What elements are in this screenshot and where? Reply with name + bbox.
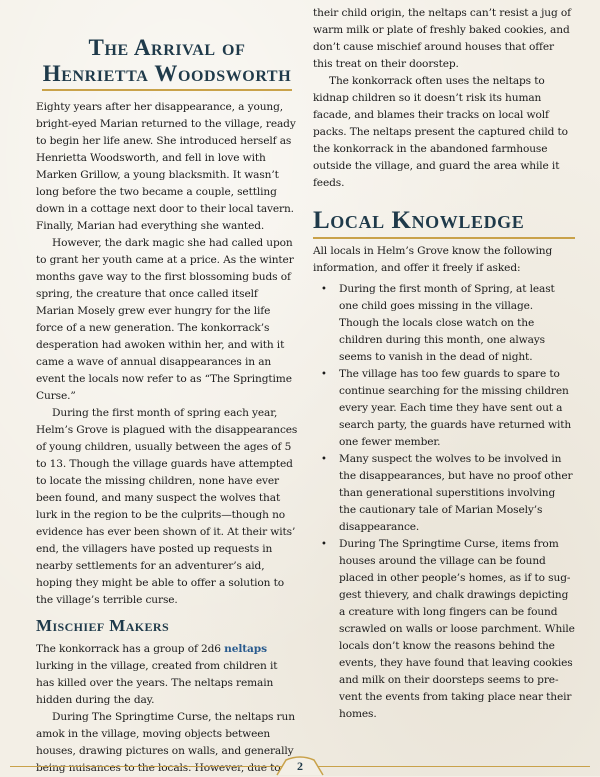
neltaps-text-after: lurking in the village, created from children it has killed over the years. The neltaps remain hidden during the day. — [36, 660, 278, 706]
right-column — [313, 0, 575, 723]
paragraph-disappearances: During the first month of spring each year, Helm’s Grove is plagued with the disappearances of young children, usually between the ages of 5 to 13. Though the village guards have attempted to locate the missing children, none have ever been found, and many suspect the wolves that lurk in the region to be the culprits—though no evidence has ever been shown of it. At their wits’ end, the villagers have posted up requests in nearby settlements for an adventurer’s aid, hoping they might be able to offer a solution to the village’s terrible curse. — [36, 407, 298, 606]
neltaps-link[interactable]: neltaps — [224, 643, 267, 655]
left-column — [36, 0, 298, 777]
page-number: 2 — [297, 759, 303, 773]
paragraph-neltaps — [36, 641, 298, 709]
section-title-line-2: Henrietta Woodsworth — [42, 61, 292, 86]
list-item: • During The Springtime Curse, items from houses around the village can be found placed in other people’s homes, as if to suggest thievery, and chalk drawings depicting a creature with long fingers can be found scrawled on walls or loose parchment. While locals don’t know the reasons behind the events, they have found that leaving cookies and milk on their doorsteps seems to prevent the events from taking place near their homes. — [313, 536, 575, 723]
paragraph-springtime-mischief: During The Springtime Curse, the neltaps run amok in the village, moving objects between houses, drawing pictures on walls, and generally being nuisances to the locals. However, due to — [36, 711, 295, 774]
section-title — [36, 35, 298, 87]
list-item: • Many suspect the wolves to be involved in the disappearances, but have no proof other than generational superstitions involving the cautionary tale of Marian Mosely’s disappearance. — [313, 451, 575, 536]
list-item: • The village has too few guards to spare to continue searching for the missing children every year. Each time they have sent out a search party, the guards have returned with one fewer member. — [313, 366, 575, 451]
subheading-mischief-makers: Mischief Makers — [36, 616, 170, 635]
neltaps-text-before: The konkorrack has a group of 2d6 — [36, 643, 225, 655]
paragraph-locals-intro: All locals in Helm’s Grove know the following information, and offer it freely if asked: — [313, 245, 553, 274]
local-knowledge-list — [313, 281, 575, 723]
paragraph-dark-magic: However, the dark magic she had called upon to grant her youth came at a price. As the winter months gave way to the first blossoming buds of spring, the creature that once called itself Marian Mosely grew ever hungry for the life force of a new generation. The konkorrack’s desperation had awoken within her, and with it came a wave of annual disappearances in an event the locals now refer to as “The Springtime Curse.” — [36, 237, 294, 402]
page-footer — [0, 756, 600, 776]
page-number-badge — [276, 756, 324, 776]
paragraph-arrival: Eighty years after her disappearance, a young, bright-eyed Marian returned to the village, ready to begin her life anew. She introduced herself as Henrietta Woodsworth, and fell in love with Marken Grillow, a young blacksmith. It wasn’t long before the two became a couple, settling down in a cottage next door to their local tavern. Finally, Marian had everything she wanted. — [36, 101, 296, 232]
list-item: • During the first month of Spring, at least one child goes missing in the village. Though the locals close watch on the children during this month, one always seems to vanish in the dead of night. — [313, 281, 575, 366]
section-title-line-1: The Arrival of — [88, 35, 246, 60]
paragraph-kidnap: The konkorrack often uses the neltaps to kidnap children so it doesn’t risk its human facade, and blames their tracks on local wolf packs. The neltaps present the captured child to the konkorrack in the abandoned farmhouse outside the village, and guard the area while it feeds. — [313, 75, 568, 189]
paragraph-child-origin: their child origin, the neltaps can’t resist a jug of warm milk or plate of freshly baked cookies, and don’t cause mischief around houses that offer this treat on their doorstep. — [313, 7, 571, 70]
heading-local-knowledge: Local Knowledge — [313, 207, 525, 234]
